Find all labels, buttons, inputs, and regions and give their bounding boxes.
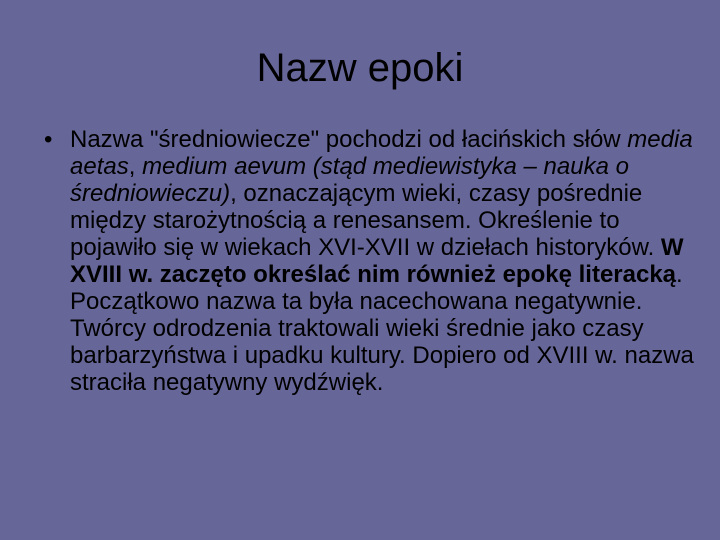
italic-term-medium-aevum: medium aevum (stąd mediewistyka – nauka o średniowieczu) (70, 153, 629, 207)
text-segment: . Początkowo nazwa ta była nacechowana negatywnie. Twórcy odrodzenia traktowali wieki średnie jako czasy barbarzyństwa i upadku kultury. Dopiero od XVIII w. nazwa straciła negatywny wydźwięk. (70, 261, 694, 396)
bullet-list (44, 126, 694, 396)
bullet-icon: • (44, 126, 53, 153)
paragraph-text (70, 126, 694, 396)
slide-title: Nazw epoki (256, 46, 464, 90)
text-segment: , (128, 153, 143, 180)
text-segment: , oznaczającym wieki, czasy pośrednie między starożytnością a renesansem. Określenie to pojawiło się w wiekach XVI-XVII w dziełach historyków. (70, 180, 661, 261)
italic-term-media-aetas: media aetas (70, 126, 693, 180)
list-item (44, 126, 694, 396)
text-segment: Nazwa "średniowiecze" pochodzi od łacińskich słów (70, 126, 628, 153)
bold-statement: W XVIII w. zaczęto określać nim również epokę literacką (70, 234, 684, 288)
